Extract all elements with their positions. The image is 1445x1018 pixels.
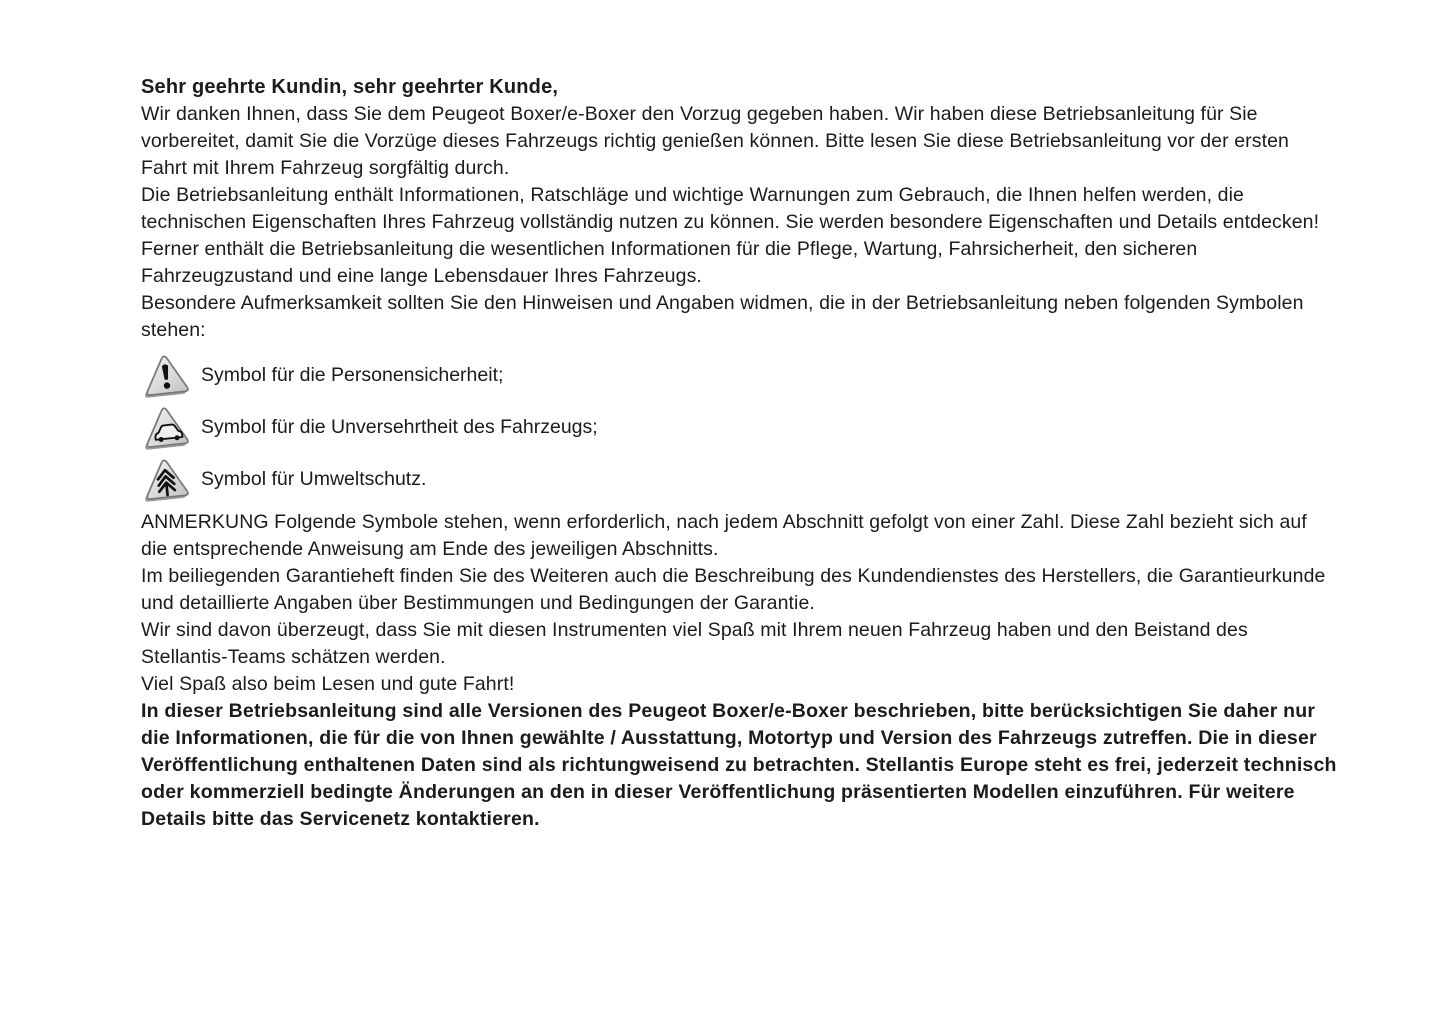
warning-triangle-tree-icon bbox=[141, 455, 191, 503]
symbol-label-personal-safety: Symbol für die Personensicherheit; bbox=[201, 363, 504, 386]
symbols-intro-paragraph: Besondere Aufmerksamkeit sollten Sie den Hinweisen und Angaben widmen, die in der Betriebsanleitung neben folgenden Symbolen stehen: bbox=[141, 292, 1304, 341]
manual-page bbox=[141, 74, 1337, 833]
symbol-label-environment: Symbol für Umweltschutz. bbox=[201, 467, 427, 490]
farewell-paragraph: Viel Spaß also beim Lesen und gute Fahrt! bbox=[141, 673, 515, 695]
warning-triangle-exclamation-icon bbox=[141, 351, 191, 399]
note-paragraph: ANMERKUNG Folgende Symbole stehen, wenn erforderlich, nach jedem Abschnitt gefolgt von einer Zahl. Diese Zahl bezieht sich auf die entsprechende Anweisung am Ende des jeweiligen Abschnitts. bbox=[141, 511, 1307, 560]
intro-paragraph: Wir danken Ihnen, dass Sie dem Peugeot Boxer/e-Boxer den Vorzug gegeben haben. Wir haben diese Betriebsanleitung für Sie vorbereitet, damit Sie die Vorzüge dieses Fahrzeugs richtig genießen können. Bitte lesen Sie diese Betriebsanleitung vor der ersten Fahrt mit Ihrem Fahrzeug sorgfältig durch. bbox=[141, 103, 1290, 179]
symbol-legend bbox=[141, 349, 1337, 505]
symbol-row-personal-safety bbox=[141, 349, 1337, 401]
warranty-paragraph: Im beiliegenden Garantieheft finden Sie des Weiteren auch die Beschreibung des Kundendienstes des Herstellers, die Garantieurkunde und detaillierte Angaben über Bestimmungen und Bedingungen der Garantie. bbox=[141, 565, 1326, 614]
symbol-row-vehicle-integrity bbox=[141, 401, 1337, 453]
warning-triangle-car-icon bbox=[141, 403, 191, 451]
manual-contents-paragraph: Die Betriebsanleitung enthält Informationen, Ratschläge und wichtige Warnungen zum Gebrauch, die Ihnen helfen werden, die technischen Eigenschaften Ihres Fahrzeug vollständig nutzen zu können. Sie werden besondere Eigenschaften und Details entdecken! Ferner enthält die Betriebsanleitung die wesentlichen Informationen für die Pflege, Wartung, Fahrsicherheit, den sicheren Fahrzeugzustand und eine lange Lebensdauer Ihres Fahrzeugs. bbox=[141, 184, 1320, 287]
page-heading: Sehr geehrte Kundin, sehr geehrter Kunde, bbox=[141, 76, 559, 98]
versions-notice-paragraph: In dieser Betriebsanleitung sind alle Versionen des Peugeot Boxer/e-Boxer beschrieben, bitte berücksichtigen Sie daher nur die Informationen, die für die von Ihnen gewählte / Ausstattung, Motortyp und Version des Fahrzeugs zutreffen. Die in dieser Veröffentlichung enthaltenen Daten sind als richtungweisend zu betrachten. Stellantis Europe steht es frei, jederzeit technisch oder kommerziell bedingte Änderungen an den in dieser Veröffentlichung präsentierten Modellen einzuführen. Für weitere Details bitte das Servicenetz kontaktieren. bbox=[141, 700, 1337, 830]
conviction-paragraph: Wir sind davon überzeugt, dass Sie mit diesen Instrumenten viel Spaß mit Ihrem neuen Fahrzeug haben und den Beistand des Stellantis-Teams schätzen werden. bbox=[141, 619, 1248, 668]
symbol-row-environment bbox=[141, 453, 1337, 505]
symbol-label-vehicle-integrity: Symbol für die Unversehrtheit des Fahrzeugs; bbox=[201, 415, 598, 438]
